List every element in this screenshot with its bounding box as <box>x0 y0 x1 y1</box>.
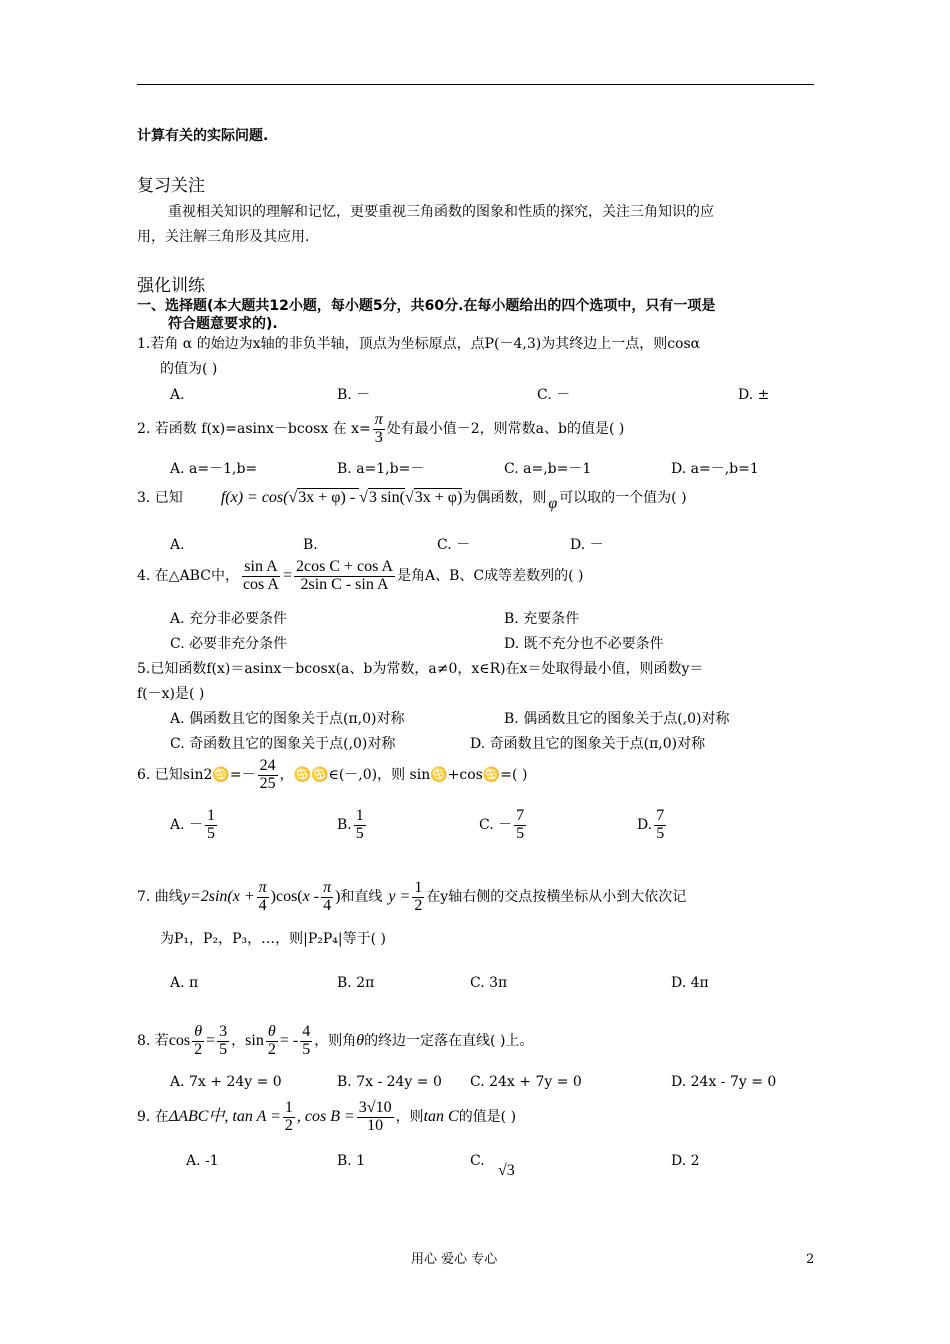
q6-range: ∈(－,0)，则 sin <box>328 767 431 784</box>
q9-suffix: 的值是( ) <box>458 1109 517 1126</box>
q6-option-c-frac <box>514 808 526 843</box>
q7-option-c: C. 3π <box>470 975 508 991</box>
q6-option-b <box>337 808 368 843</box>
q5-option-a: A. 偶函数且它的图象关于点(π,0)对称 <box>170 711 405 727</box>
q6-fraction <box>258 758 278 793</box>
q6-plus: +cos <box>447 767 483 784</box>
choice-header-line1: 一、选择题(本大题共12小题，每小题5分，共60分.在每小题给出的四个选项中，只有一项是 <box>137 298 716 314</box>
q6-option-c <box>479 808 528 843</box>
q2-prefix: 2. 若函数 f(x)=asinx－bcosx 在 x= <box>137 421 371 438</box>
q6-option-a-frac <box>205 808 217 843</box>
q5-line1: 5.已知函数f(x)＝asinx－bcosx(a、b为常数，a≠0，x∈R)在x＝处取得最小值，则函数y＝ <box>137 661 704 677</box>
q6-option-b-frac <box>354 808 366 843</box>
q8-middle: ，则角 <box>314 1033 357 1050</box>
q7-cos: )cos( <box>270 888 303 906</box>
q2-frac-den: 3 <box>374 428 383 446</box>
q7-suffix: 在y轴右侧的交点按横坐标从小到大依次记 <box>426 889 687 906</box>
q4-option-c: C. 必要非充分条件 <box>170 636 288 652</box>
q9-a-num: 1 <box>284 1099 293 1116</box>
q2-option-b: B. a=1,b=－ <box>337 461 425 477</box>
q9-option-a: A. -1 <box>186 1153 219 1169</box>
q6-frac-den: 25 <box>259 774 276 792</box>
q8-option-b: B. 7x - 24y = 0 <box>337 1074 442 1090</box>
q3-stem <box>137 489 687 512</box>
q8-theta-num-2: θ <box>267 1023 276 1040</box>
q1-option-b: B. － <box>337 387 371 403</box>
q3-prefix: 3. 已知 <box>137 490 183 506</box>
q3-sqrt-sign-2: √ <box>359 489 368 506</box>
q6-option-d <box>637 808 668 843</box>
q8-option-c: C. 24x + 7y = 0 <box>470 1074 582 1090</box>
q3-formula-a: f(x) = cos( <box>220 489 289 506</box>
review-paragraph-line1: 重视相关知识的理解和记忆，更要重视三角函数的图象和性质的探究，关注三角知识的应 <box>168 204 714 220</box>
q7-option-b: B. 2π <box>337 975 375 991</box>
q7-x-minus: x - <box>302 888 320 906</box>
q6-suffix: =( ) <box>500 767 528 784</box>
q8-eq1: = <box>206 1032 216 1050</box>
q8-theta-frac-1 <box>192 1024 204 1059</box>
q8-v1-num: 3 <box>219 1023 228 1040</box>
q8-v2-frac <box>300 1024 312 1059</box>
q6-eq: =－ <box>229 767 256 784</box>
q6-option-b-den: 5 <box>355 824 364 842</box>
q7-pi1-den: 4 <box>258 896 267 914</box>
q6-option-d-num: 7 <box>656 807 665 824</box>
q3-formula <box>221 490 463 506</box>
q1-option-a: A. <box>170 387 185 403</box>
review-paragraph-line2: 用，关注解三角形及其应用. <box>137 229 310 245</box>
q6-option-c-label: C. － <box>479 817 513 834</box>
q6-frac-num: 24 <box>259 757 276 774</box>
section-review-title: 复习关注 <box>137 176 205 196</box>
q6-option-a-num: 1 <box>207 807 216 824</box>
q7-pi2-frac <box>321 880 333 915</box>
q9-a-den: 2 <box>284 1116 293 1134</box>
q7-close: ) <box>335 888 341 906</box>
q2-frac-num: π <box>374 411 383 428</box>
q9-b-den: 10 <box>367 1116 384 1134</box>
q8-prefix: 8. 若 <box>137 1033 169 1050</box>
q6-option-a-label: A. － <box>170 817 204 834</box>
q7-line2: 为P₁，P₂，P₃，…，则|P₂P₄|等于( ) <box>160 931 386 947</box>
q6-stem <box>137 758 527 793</box>
q8-option-d: D. 24x - 7y = 0 <box>671 1074 777 1090</box>
q8-sin: sin <box>245 1032 264 1050</box>
q4-lhs-fraction <box>241 559 281 594</box>
q9-middle: ，则 <box>395 1109 424 1126</box>
q8-cos: cos <box>168 1032 191 1050</box>
q9-option-d: D. 2 <box>671 1153 700 1169</box>
q1-line2: 的值为( ) <box>160 361 218 377</box>
q1-option-c: C. － <box>537 387 571 403</box>
q2-stem <box>137 412 624 447</box>
q6-option-c-den: 5 <box>516 824 525 842</box>
q5-line2: f(－x)是( ) <box>137 686 205 702</box>
q3-formula-b: 3x + φ) - <box>298 489 360 506</box>
q3-option-a: A. <box>170 537 185 553</box>
section-training-title: 强化训练 <box>137 276 205 296</box>
q6-option-b-num: 1 <box>355 807 364 824</box>
q8-v2-num: 4 <box>302 1023 311 1040</box>
q4-prefix: 4. 在△ABC中， <box>137 568 239 585</box>
q7-x-plus: x + <box>232 888 255 906</box>
q4-rhs-num: 2cos C + cos A <box>295 558 394 575</box>
q7-pi2-num: π <box>323 879 332 896</box>
q9-a-frac <box>283 1100 295 1135</box>
q3-sqrt-sign-1: √ <box>288 489 298 506</box>
q9-stem <box>137 1100 516 1135</box>
q8-stem <box>137 1024 533 1059</box>
q3-option-d: D. － <box>570 537 604 553</box>
q9-option-c: C. <box>470 1153 485 1169</box>
q6-middle: ， <box>279 767 294 784</box>
q6-symbol-icon: ♋ <box>212 767 230 784</box>
q5-option-c: C. 奇函数且它的图象关于点(,0)对称 <box>170 736 396 752</box>
q3-formula-d: 3x + φ) <box>414 489 463 506</box>
q7-option-d: D. 4π <box>671 975 709 991</box>
q4-option-b: B. 充要条件 <box>504 611 580 627</box>
q7-pi1-num: π <box>258 879 267 896</box>
q7-pi1-frac <box>257 880 269 915</box>
q8-option-a: A. 7x + 24y = 0 <box>170 1074 282 1090</box>
q7-half-num: 1 <box>414 879 423 896</box>
q6-symbol4-icon: ♋ <box>482 767 501 784</box>
q9-b-frac <box>357 1100 394 1135</box>
q2-fraction <box>373 412 385 447</box>
q6-option-d-frac <box>654 808 666 843</box>
q6-option-a-den: 5 <box>207 824 216 842</box>
q5-option-d: D. 奇函数且它的图象关于点(π,0)对称 <box>470 736 706 752</box>
q6-prefix: 6. 已知sin2 <box>137 767 213 784</box>
q7-and-line: 和直线 <box>340 889 383 906</box>
q9-tanc: tan C <box>423 1108 459 1126</box>
q9-prefix: 9. 在 <box>137 1109 169 1126</box>
q8-theta: θ <box>356 1032 365 1050</box>
q7-option-a: A. π <box>170 975 199 991</box>
q8-v1-den: 5 <box>219 1040 228 1058</box>
q1-line1: 1.若角 α 的始边为x轴的非负半轴，顶点为坐标原点，点P(－4,3)为其终边上一点，则cosα <box>137 336 701 352</box>
q3-option-c: C. － <box>437 537 471 553</box>
q4-lhs-den: cos A <box>242 575 279 593</box>
q6-option-a <box>170 808 219 843</box>
q2-option-d: D. a=－,b=1 <box>671 461 759 477</box>
q5-option-b: B. 偶函数且它的图象关于点(,0)对称 <box>504 711 730 727</box>
q8-theta-den-1: 2 <box>194 1040 203 1058</box>
footer-slogan: 用心 爱心 专心 <box>411 1252 498 1267</box>
q8-theta-frac-2 <box>266 1024 278 1059</box>
q8-theta-den-2: 2 <box>267 1040 276 1058</box>
q6-option-d-den: 5 <box>656 824 665 842</box>
q2-option-c: C. a=,b=－1 <box>504 461 592 477</box>
q7-prefix: 7. 曲线 <box>137 889 183 906</box>
q8-theta-num-1: θ <box>194 1023 203 1040</box>
q4-suffix: 是角A、B、C成等差数列的( ) <box>397 568 584 585</box>
q4-lhs-num: sin A <box>244 558 278 575</box>
q3-option-b: B. <box>303 537 318 553</box>
q3-sqrt-sign-3: √ <box>404 489 414 506</box>
header-rule <box>137 84 814 85</box>
q9-triangle: ΔABC中, tan A = <box>168 1108 281 1126</box>
q6-option-d-label: D. <box>637 817 653 834</box>
q2-option-a: A. a=－1,b= <box>170 461 258 477</box>
page-number: 2 <box>806 1252 815 1267</box>
q9-cosb: , cos B = <box>296 1108 355 1126</box>
q7-y-eq: y=2sin( <box>182 888 233 906</box>
q9-option-c-value: √3 <box>498 1162 515 1179</box>
choice-header-line2: 符合题意要求的). <box>168 316 278 332</box>
q7-stem <box>137 880 686 915</box>
q8-comma: ， <box>231 1033 246 1050</box>
q8-v2-den: 5 <box>302 1040 311 1058</box>
q4-rhs-den: 2sin C - sin A <box>300 575 389 593</box>
q4-option-a: A. 充分非必要条件 <box>170 611 288 627</box>
q2-suffix: 处有最小值－2，则常数a、b的值是( ) <box>386 421 625 438</box>
q6-option-c-num: 7 <box>516 807 525 824</box>
q7-half-frac <box>412 880 424 915</box>
q4-rhs-fraction <box>294 559 395 594</box>
q3-formula-c: 3 sin( <box>368 489 405 506</box>
q1-option-d: D. ± <box>738 387 770 403</box>
q8-v1-frac <box>217 1024 229 1059</box>
q7-y2: y = <box>388 888 411 906</box>
q3-middle: 为偶函数，则 <box>462 490 547 506</box>
q7-half-den: 2 <box>414 896 423 914</box>
q8-suffix: 的终边一定落在直线( )上。 <box>364 1033 534 1050</box>
q6-symbol3-icon: ♋ <box>430 767 448 784</box>
q4-option-d: D. 既不充分也不必要条件 <box>504 636 664 652</box>
intro-line: 计算有关的实际问题. <box>137 128 269 144</box>
q6-symbol2-icon: ♋♋ <box>293 767 329 784</box>
q6-option-b-label: B. <box>337 817 352 834</box>
q3-phi: φ <box>548 495 558 512</box>
q4-stem <box>137 559 584 594</box>
q4-eq: = <box>282 567 292 585</box>
q9-b-num: 3√10 <box>358 1099 392 1116</box>
q8-eq2: = - <box>279 1032 299 1050</box>
q9-option-b: B. 1 <box>337 1153 366 1169</box>
q3-suffix: 可以取的一个值为( ) <box>559 490 687 506</box>
q7-pi2-den: 4 <box>323 896 332 914</box>
